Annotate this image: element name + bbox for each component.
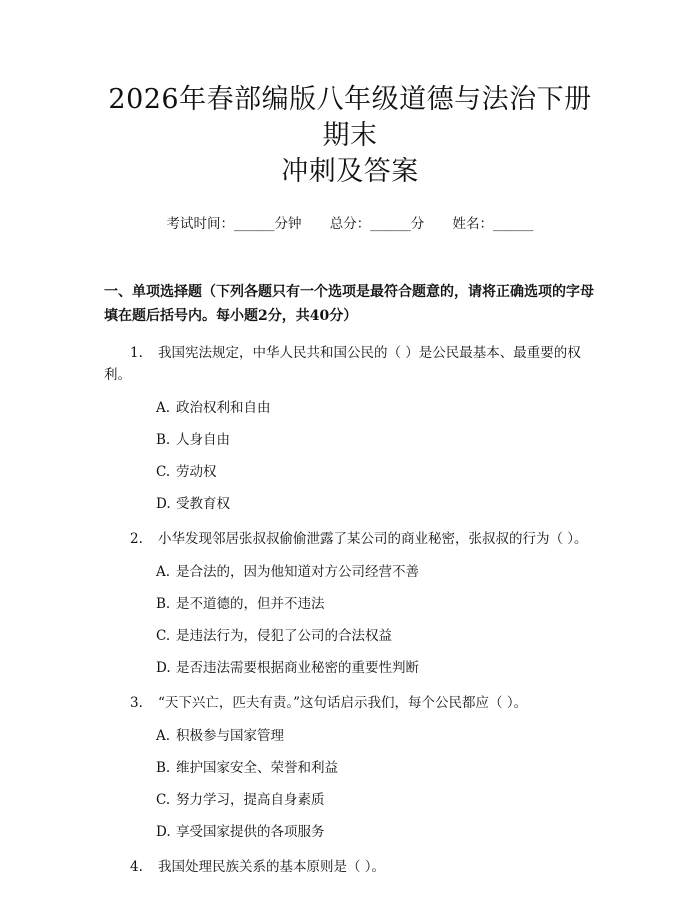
question-stem: 我国宪法规定，中华人民共和国公民的（ ）是公民最基本、最重要的权利。 [104, 345, 581, 383]
option-text: 人身自由 [176, 432, 230, 448]
option-2a [104, 562, 596, 582]
option-3d [104, 822, 596, 842]
question-number: 2. [130, 531, 143, 547]
question-number: 1. [130, 345, 143, 361]
option-letter: D. [156, 660, 171, 676]
option-1d [104, 494, 596, 514]
question-3 [104, 692, 596, 714]
option-1b [104, 430, 596, 450]
student-name: 姓名：______ [452, 216, 534, 232]
option-1c [104, 462, 596, 482]
question-number: 4. [130, 859, 143, 875]
option-1a [104, 398, 596, 418]
option-3b [104, 758, 596, 778]
exam-meta [104, 214, 596, 234]
question-stem: 小华发现邻居张叔叔偷偷泄露了某公司的商业秘密，张叔叔的行为（ ）。 [158, 531, 588, 547]
question-4 [104, 856, 596, 878]
option-letter: B. [156, 432, 171, 448]
option-letter: A. [156, 400, 171, 416]
question-2 [104, 528, 596, 550]
option-letter: C. [156, 464, 171, 480]
option-3c [104, 790, 596, 810]
option-text: 积极参与国家管理 [176, 728, 284, 744]
option-letter: B. [156, 760, 171, 776]
option-text: 是违法行为，侵犯了公司的合法权益 [176, 628, 392, 644]
option-letter: D. [156, 496, 171, 512]
question-stem: 我国处理民族关系的基本原则是（ ）。 [158, 859, 386, 875]
page-title [104, 0, 596, 190]
option-text: 是不道德的，但并不违法 [176, 596, 325, 612]
option-letter: C. [156, 628, 171, 644]
question-number: 3. [130, 695, 143, 711]
title-line-2: 冲刺及答案 [281, 156, 419, 187]
option-letter: B. [156, 596, 171, 612]
title-line-1: 2026年春部编版八年级道德与法治下册期末 [108, 84, 592, 151]
option-text: 维护国家安全、荣誉和利益 [176, 760, 338, 776]
option-text: 受教育权 [176, 496, 230, 512]
section-heading: 一、单项选择题（下列各题只有一个选项是最符合题意的，请将正确选项的字母填在题后括号内。每小题2分，共40分） [104, 284, 594, 324]
option-2c [104, 626, 596, 646]
exam-time: 考试时间：______分钟 [166, 216, 302, 232]
option-letter: D. [156, 824, 171, 840]
option-letter: A. [156, 728, 171, 744]
option-text: 是合法的，因为他知道对方公司经营不善 [176, 564, 419, 580]
exam-score: 总分：______分 [329, 216, 425, 232]
option-letter: A. [156, 564, 171, 580]
option-text: 政治权利和自由 [176, 400, 271, 416]
option-2b [104, 594, 596, 614]
option-letter: C. [156, 792, 171, 808]
question-1 [104, 342, 596, 386]
option-text: 是否违法需要根据商业秘密的重要性判断 [176, 660, 419, 676]
option-text: 努力学习，提高自身素质 [176, 792, 325, 808]
option-text: 劳动权 [176, 464, 217, 480]
option-text: 享受国家提供的各项服务 [176, 824, 325, 840]
option-3a [104, 726, 596, 746]
option-2d [104, 658, 596, 678]
question-stem: “天下兴亡，匹夫有责。”这句话启示我们，每个公民都应（ ）。 [158, 695, 528, 711]
